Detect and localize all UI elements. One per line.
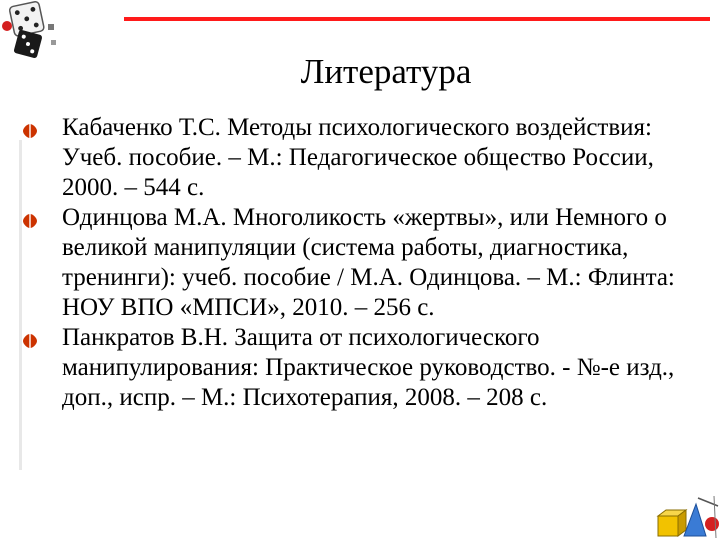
bullet-icon [22,213,38,229]
accent-divider [124,17,710,21]
slide-title: Литература [300,52,472,91]
geometric-shapes-icon [654,494,720,540]
reference-text: Панкратов В.Н. Защита от психологического манипулирования: Практическое руководство. - №-е изд., доп., испр. – М.: Психотерапия, 2008. – 208 с. [62,324,675,411]
bullet-icon [22,123,38,139]
bullet-icon [22,333,38,349]
list-item [0,203,720,323]
reference-text: Кабаченко Т.С. Методы психологического воздействия: Учеб. пособие. – М.: Педагогическое общество России, 2000. – 544 с. [62,114,654,201]
list-item [0,323,720,413]
reference-list [0,113,720,413]
reference-text: Одинцова М.А. Многоликость «жертвы», или Немного о великой манипуляции (система работы, диагностика, тренинги): учеб. пособие / М.А. Одинцова. – М.: Флинта: НОУ ВПО «МПСИ», 2010. – 256 с. [62,204,675,321]
list-item [0,113,720,203]
